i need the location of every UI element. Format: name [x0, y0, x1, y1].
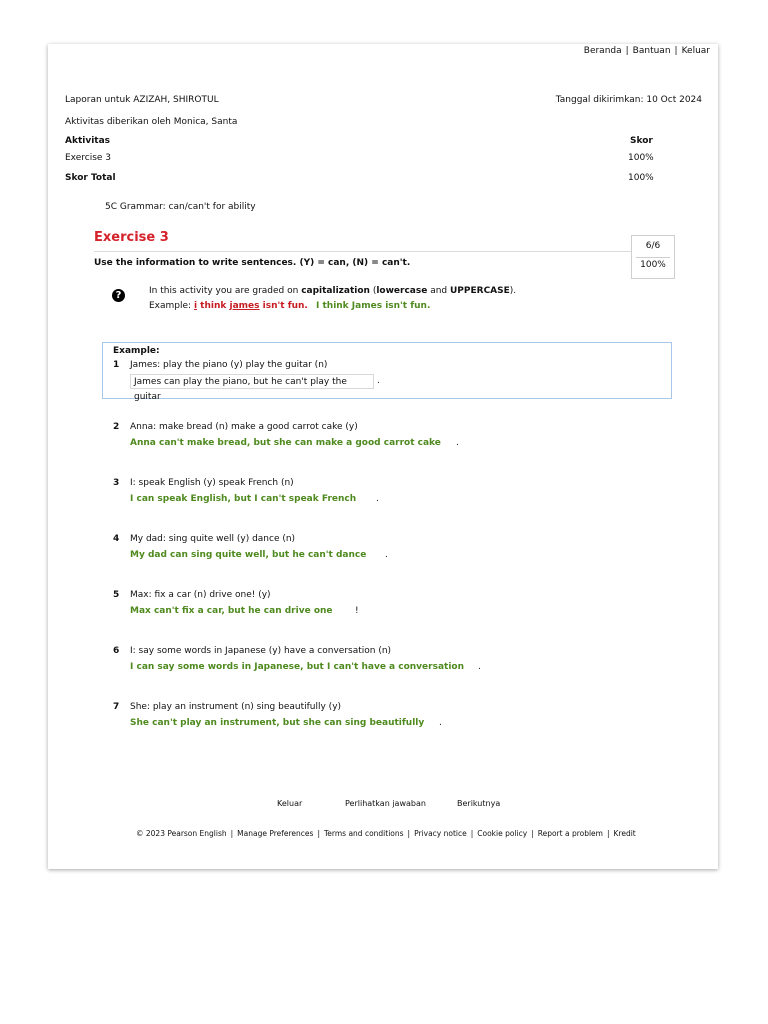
wrong-example-text: think [197, 301, 230, 311]
example-box [102, 342, 672, 399]
correct-example: I think James isn't fun. [316, 301, 431, 311]
copyright-text: © 2023 Pearson English [136, 829, 227, 838]
report-problem-link[interactable]: Report a problem [537, 829, 603, 838]
item-number: 2 [113, 422, 120, 432]
activity-name: Exercise 3 [65, 153, 112, 163]
item-answer[interactable]: My dad can sing quite well, but he can't dance [130, 550, 367, 560]
terms-link[interactable]: Terms and conditions [323, 829, 404, 838]
credits-link[interactable]: Kredit [613, 829, 636, 838]
item-end-punctuation: . [385, 550, 388, 560]
item-number: 6 [113, 646, 120, 656]
example-label: Example: [113, 346, 160, 356]
privacy-link[interactable]: Privacy notice [414, 829, 467, 838]
item-answer[interactable]: I can speak English, but I can't speak French [130, 494, 357, 504]
report-page [48, 44, 718, 869]
activity-column-header: Aktivitas [65, 136, 111, 146]
grading-note-text: and [427, 286, 450, 296]
example-end-punctuation: . [377, 376, 380, 386]
item-answer[interactable]: She can't play an instrument, but she can sing beautifully [130, 718, 425, 728]
item-end-punctuation: . [376, 494, 379, 504]
grading-note-text: ( [369, 286, 377, 296]
footer-separator: | [470, 829, 474, 838]
exercise-instruction: Use the information to write sentences. (Y) = can, (N) = can't. [94, 258, 411, 268]
unit-title: 5C Grammar: can/can't for ability [105, 202, 256, 212]
top-nav [584, 46, 710, 56]
item-prompt: I: say some words in Japanese (y) have a conversation (n) [130, 646, 392, 656]
grading-note [149, 286, 516, 296]
example-answer-field[interactable]: James can play the piano, but he can't play the guitar [130, 374, 374, 389]
total-score-value: 100% [628, 173, 654, 183]
grading-note-capitalization: capitalization [301, 286, 370, 296]
item-prompt: Anna: make bread (n) make a good carrot cake (y) [130, 422, 358, 432]
item-prompt: My dad: sing quite well (y) dance (n) [130, 534, 296, 544]
item-prompt: She: play an instrument (n) sing beautifully (y) [130, 702, 342, 712]
manage-preferences-link[interactable]: Manage Preferences [237, 829, 314, 838]
item-end-punctuation: . [439, 718, 442, 728]
footer-separator: | [407, 829, 411, 838]
item-end-punctuation: . [478, 662, 481, 672]
footer-separator: | [606, 829, 610, 838]
next-button[interactable]: Berikutnya [457, 799, 501, 808]
cookie-policy-link[interactable]: Cookie policy [477, 829, 528, 838]
item-end-punctuation: . [456, 438, 459, 448]
grading-example [149, 301, 308, 311]
item-answer[interactable]: I can say some words in Japanese, but I can't have a conversation [130, 662, 465, 672]
item-end-punctuation: ! [355, 606, 359, 616]
item-prompt: Max: fix a car (n) drive one! (y) [130, 590, 271, 600]
grading-note-lowercase: lowercase [376, 286, 428, 296]
exercise-divider [94, 251, 632, 252]
wrong-example-text: isn't fun. [259, 301, 308, 311]
footer-legal [136, 829, 636, 838]
exercise-score-percent: 100% [640, 260, 666, 270]
activity-score: 100% [628, 153, 654, 163]
wrong-example-error: i [193, 301, 198, 311]
item-prompt: I: speak English (y) speak French (n) [130, 478, 294, 488]
footer-separator: | [230, 829, 234, 838]
exit-button[interactable]: Keluar [277, 799, 303, 808]
grading-note-suffix: ). [509, 286, 517, 296]
report-for-label: Laporan untuk AZIZAH, SHIROTUL [65, 95, 219, 105]
assigned-by-label: Aktivitas diberikan oleh Monica, Santa [65, 117, 238, 127]
nav-separator: | [625, 46, 629, 56]
grading-note-prefix: In this activity you are graded on [149, 286, 302, 296]
nav-separator: | [674, 46, 678, 56]
wrong-example-error: james [229, 301, 260, 311]
exercise-title: Exercise 3 [94, 230, 169, 245]
item-number: 3 [113, 478, 120, 488]
item-number: 4 [113, 534, 120, 544]
nav-home-link[interactable]: Beranda [583, 46, 622, 56]
score-box-divider [636, 257, 670, 258]
footer-separator: | [317, 829, 320, 838]
score-column-header: Skor [630, 136, 653, 146]
exercise-score-fraction: 6/6 [645, 241, 661, 251]
item-number: 7 [113, 702, 120, 712]
exercise-score-box [631, 235, 675, 279]
nav-help-link[interactable]: Bantuan [632, 46, 671, 56]
help-question-icon[interactable]: ? [112, 289, 125, 302]
grading-note-uppercase: UPPERCASE [450, 286, 510, 296]
grading-example-label: Example: [149, 301, 194, 311]
nav-logout-link[interactable]: Keluar [681, 46, 710, 56]
submitted-date: Tanggal dikirimkan: 10 Oct 2024 [555, 95, 702, 105]
example-prompt: James: play the piano (y) play the guitar (n) [130, 360, 328, 370]
item-answer[interactable]: Max can't fix a car, but he can drive one [130, 606, 333, 616]
item-number: 1 [113, 360, 120, 370]
show-answers-button[interactable]: Perlihatkan jawaban [345, 799, 426, 808]
total-score-label: Skor Total [65, 173, 116, 183]
footer-separator: | [531, 829, 534, 838]
item-answer[interactable]: Anna can't make bread, but she can make a good carrot cake [130, 438, 441, 448]
item-number: 5 [113, 590, 120, 600]
